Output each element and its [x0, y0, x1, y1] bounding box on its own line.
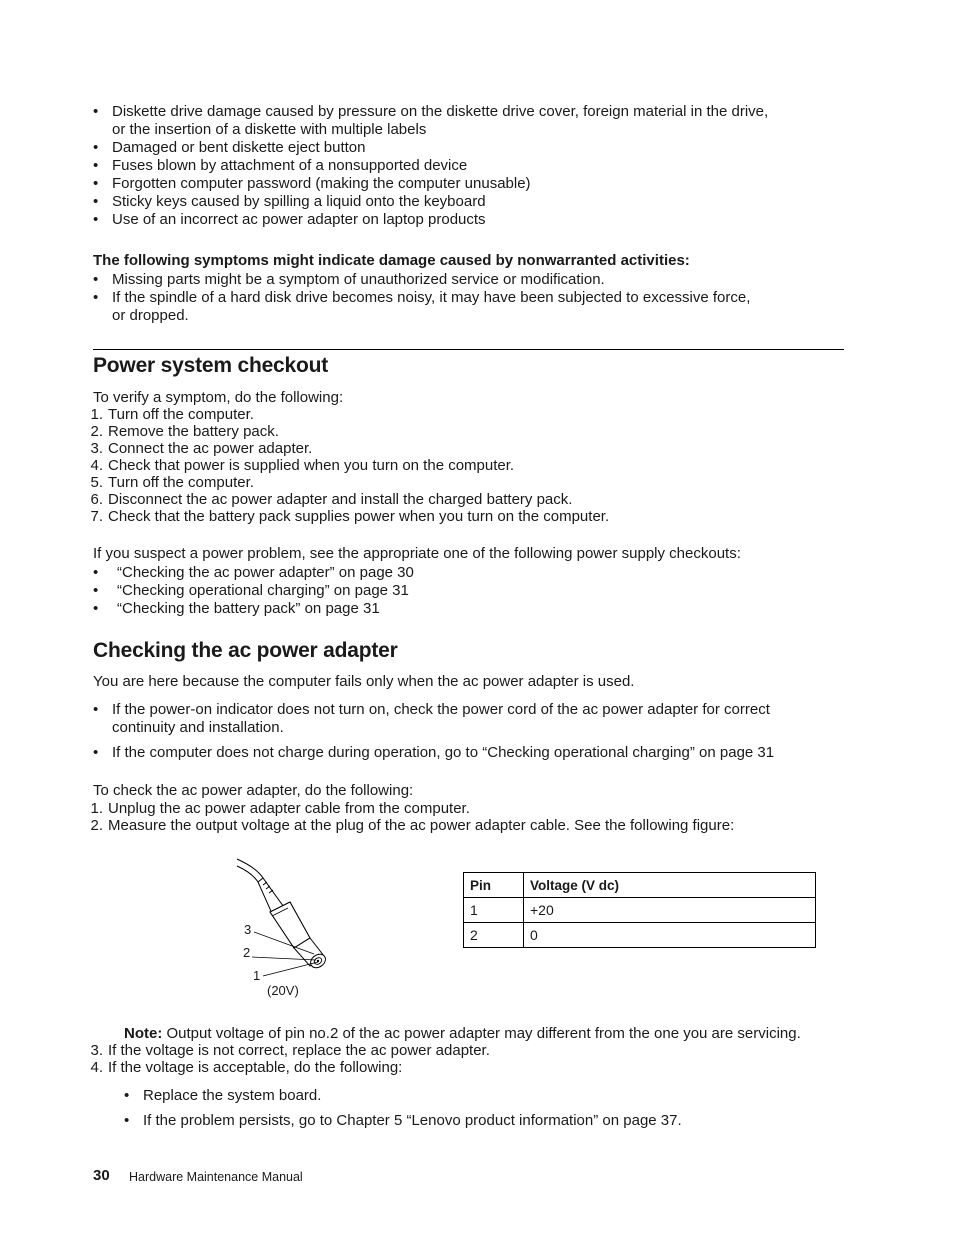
- note-label: Note:: [124, 1025, 163, 1042]
- link-checking-ac-adapter[interactable]: • “Checking the ac power adapter” on page 30: [93, 564, 414, 582]
- figure-label-pin-1: 1: [253, 968, 261, 983]
- list-item: • Damaged or bent diskette eject button: [93, 139, 768, 157]
- list-item: • Diskette drive damage caused by pressure on the diskette drive cover, foreign material in the drive,: [93, 103, 768, 121]
- section-title-ac-adapter: Checking the ac power adapter: [93, 639, 398, 662]
- step-item: 1. Turn off the computer.: [90, 406, 254, 423]
- ac-check-steps: [87, 800, 734, 834]
- ac-check-intro: To check the ac power adapter, do the following:: [93, 782, 414, 799]
- nonwarranted-list: [93, 271, 750, 325]
- ac-adapter-bullets: [93, 701, 774, 762]
- nonwarranted-heading: The following symptoms might indicate damage caused by nonwarranted activities:: [93, 252, 690, 269]
- table-row: [464, 898, 816, 923]
- figure-caption: (20V): [267, 983, 299, 998]
- pin-voltage-table-wrapper: [463, 872, 816, 948]
- link-checking-battery-pack[interactable]: • “Checking the battery pack” on page 31: [93, 600, 414, 618]
- note-paragraph: [124, 1025, 801, 1043]
- note-text: Output voltage of pin no.2 of the ac power adapter may different from the one you are servicing.: [162, 1025, 801, 1042]
- manual-title: Hardware Maintenance Manual: [129, 1170, 303, 1184]
- table-cell: +20: [524, 898, 816, 923]
- list-item-continuation: or the insertion of a diskette with multiple labels: [112, 121, 427, 138]
- ac-check-steps-continued: [87, 1042, 490, 1076]
- step-item: 3. Connect the ac power adapter.: [90, 440, 313, 457]
- list-item: • Fuses blown by attachment of a nonsupported device: [93, 157, 768, 175]
- list-item: • Forgotten computer password (making the computer unusable): [93, 175, 768, 193]
- pin-voltage-table: [463, 872, 816, 948]
- list-item: • If the computer does not charge during operation, go to “Checking operational charging” on page 31: [93, 744, 774, 762]
- step-item: 4. Check that power is supplied when you turn on the computer.: [90, 457, 515, 474]
- adapter-plug-figure: [230, 852, 340, 980]
- step-item: 4. If the voltage is acceptable, do the following:: [90, 1059, 403, 1076]
- sub-bullet-list: [124, 1087, 682, 1130]
- table-row: [464, 923, 816, 948]
- table-header-pin: Pin: [464, 873, 524, 898]
- ac-adapter-intro: You are here because the computer fails only when the ac power adapter is used.: [93, 673, 635, 690]
- step-item: 7. Check that the battery pack supplies power when you turn on the computer.: [90, 508, 610, 525]
- power-suspect-text: If you suspect a power problem, see the appropriate one of the following power supply checkouts:: [93, 545, 741, 562]
- list-item: • Sticky keys caused by spilling a liquid onto the keyboard: [93, 193, 768, 211]
- table-cell: 1: [464, 898, 524, 923]
- figure-label-pin-2: 2: [243, 945, 251, 960]
- power-checkout-intro: To verify a symptom, do the following:: [93, 389, 344, 406]
- list-item: • Replace the system board.: [124, 1087, 682, 1105]
- list-item: • If the problem persists, go to Chapter 5 “Lenovo product information” on page 37.: [124, 1112, 682, 1130]
- step-item: 1. Unplug the ac power adapter cable from the computer.: [90, 800, 470, 817]
- table-cell: 0: [524, 923, 816, 948]
- list-item: • Use of an incorrect ac power adapter on laptop products: [93, 211, 768, 229]
- list-item: • Missing parts might be a symptom of unauthorized service or modification.: [93, 271, 750, 289]
- table-header-voltage: Voltage (V dc): [524, 873, 816, 898]
- section-divider: [93, 349, 844, 350]
- list-item: • If the power-on indicator does not turn on, check the power cord of the ac power adapter for correct: [93, 701, 774, 719]
- step-item: 2. Remove the battery pack.: [90, 423, 279, 440]
- step-item: 5. Turn off the computer.: [90, 474, 254, 491]
- power-checkout-steps: [87, 406, 609, 525]
- table-header-row: [464, 873, 816, 898]
- step-item: 3. If the voltage is not correct, replace the ac power adapter.: [90, 1042, 490, 1059]
- figure-label-pin-3: 3: [244, 922, 252, 937]
- list-item: • If the spindle of a hard disk drive becomes noisy, it may have been subjected to excessive force,: [93, 289, 750, 307]
- page-number: 30: [93, 1167, 110, 1184]
- power-checkout-links: [93, 564, 414, 618]
- link-checking-operational-charging[interactable]: • “Checking operational charging” on page 31: [93, 582, 414, 600]
- table-cell: 2: [464, 923, 524, 948]
- list-item-continuation: continuity and installation.: [112, 719, 284, 736]
- list-item-continuation: or dropped.: [112, 307, 189, 324]
- step-item: 6. Disconnect the ac power adapter and install the charged battery pack.: [90, 491, 573, 508]
- warranty-exclusion-list: [93, 103, 768, 229]
- step-item: 2. Measure the output voltage at the plug of the ac power adapter cable. See the following figure:: [90, 817, 735, 834]
- section-title-power-checkout: Power system checkout: [93, 354, 329, 377]
